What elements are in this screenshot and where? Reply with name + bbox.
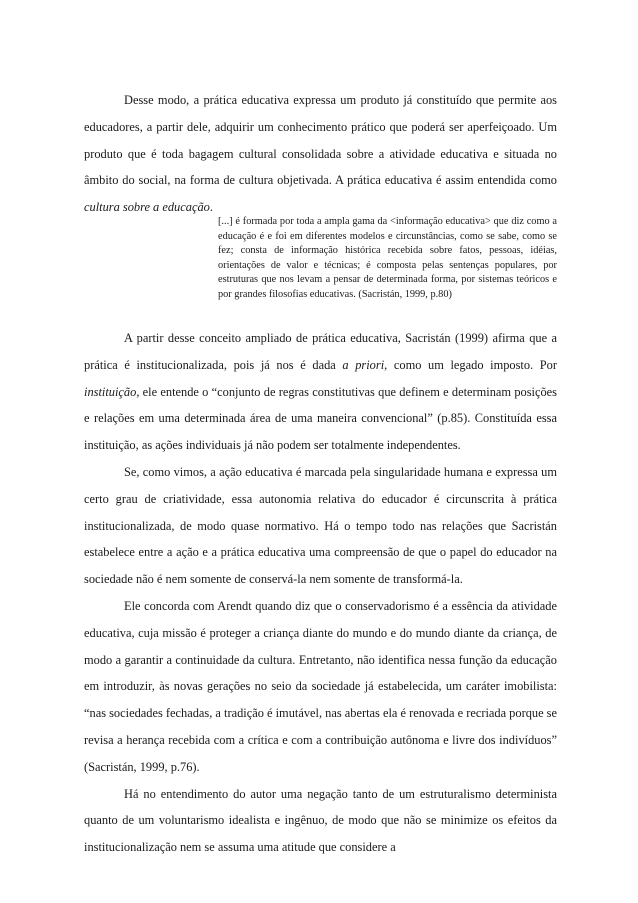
paragraph-1-part-b: .	[209, 200, 213, 215]
paragraph-2	[84, 325, 557, 459]
paragraph-2-part-b: , como um legado imposto. Por	[384, 357, 558, 372]
paragraph-2-part-a: A partir desse conceito ampliado de prática educativa, Sacristán (1999) afirma que a prática é institucionalizada, pois já nos é dada	[84, 331, 557, 372]
paragraph-1-part-a: Desse modo, a prática educativa expressa um produto já constituído que permite aos educadores, a partir dele, adquirir um conhecimento prático que poderá ser aperfeiçoado. Um produto que é toda bagagem cultural consolidada sobre a atividade educativa e situada no âmbito do social, na forma de cultura objetivada. A prática educativa é assim entendida como	[84, 93, 557, 188]
paragraph-2-emphasis-a-priori: a priori	[342, 357, 385, 372]
paragraph-2-emphasis-instituicao: instituição	[84, 384, 137, 399]
paragraph-2-part-c: , ele entende o “conjunto de regras constitutivas que definem e determinam posições e relações em uma determinada área de uma maneira convencional” (p.85). Constituída essa instituição, as ações individuais já não podem ser totalmente independentes.	[84, 384, 557, 453]
paragraphs-main	[84, 325, 557, 861]
paragraph-4: Ele concorda com Arendt quando diz que o conservadorismo é a essência da atividade educativa, cuja missão é proteger a criança diante do mundo e do mundo diante da criança, de modo a garantir a continuidade da cultura. Entretanto, não identifica nessa função da educação em introduzir, às novas gerações no seio da sociedade já estabelecida, um caráter imobilista: “nas sociedades fechadas, a tradição é imutável, nas abertas ela é renovada e recriada porque se revisa a herança recebida com a crítica e com a contribuição autônoma e livre dos indivíduos” (Sacristán, 1999, p.76).	[84, 598, 558, 774]
paragraph-1	[84, 87, 557, 221]
block-quote: [...] é formada por toda a ampla gama da <informação educativa> que diz como a educação é e foi em diferentes modelos e circunstâncias, como se sabe, como se fez; consta de informação histórica recebida sobre fatos, pessoas, idéias, orientações de valor e técnicas; é composta pelas sentenças populares, por estruturas que nos levam a pensar de determinada forma, por sistemas teóricos e por grandes filosofias educativas. (Sacristán, 1999, p.80)	[218, 216, 557, 300]
paragraph-1-emphasis: cultura sobre a educação	[84, 200, 210, 215]
paragraph-1-text	[84, 87, 557, 221]
paragraph-5: Há no entendimento do autor uma negação tanto de um estruturalismo determinista quanto de um voluntarismo idealista e ingênuo, de modo que não se minimize os efeitos da institucionalização nem se assuma uma atitude que considere a	[84, 786, 557, 855]
paragraph-3: Se, como vimos, a ação educativa é marcada pela singularidade humana e expressa um certo grau de criatividade, essa autonomia relativa do educador é circunscrita à prática institucionalizada, de modo quase normativo. Há o tempo todo nas relações que Sacristán estabelece entre a ação e a prática educativa uma compreensão de que o papel do educador na sociedade não é nem somente de conservá-la nem somente de transformá-la.	[84, 464, 557, 587]
